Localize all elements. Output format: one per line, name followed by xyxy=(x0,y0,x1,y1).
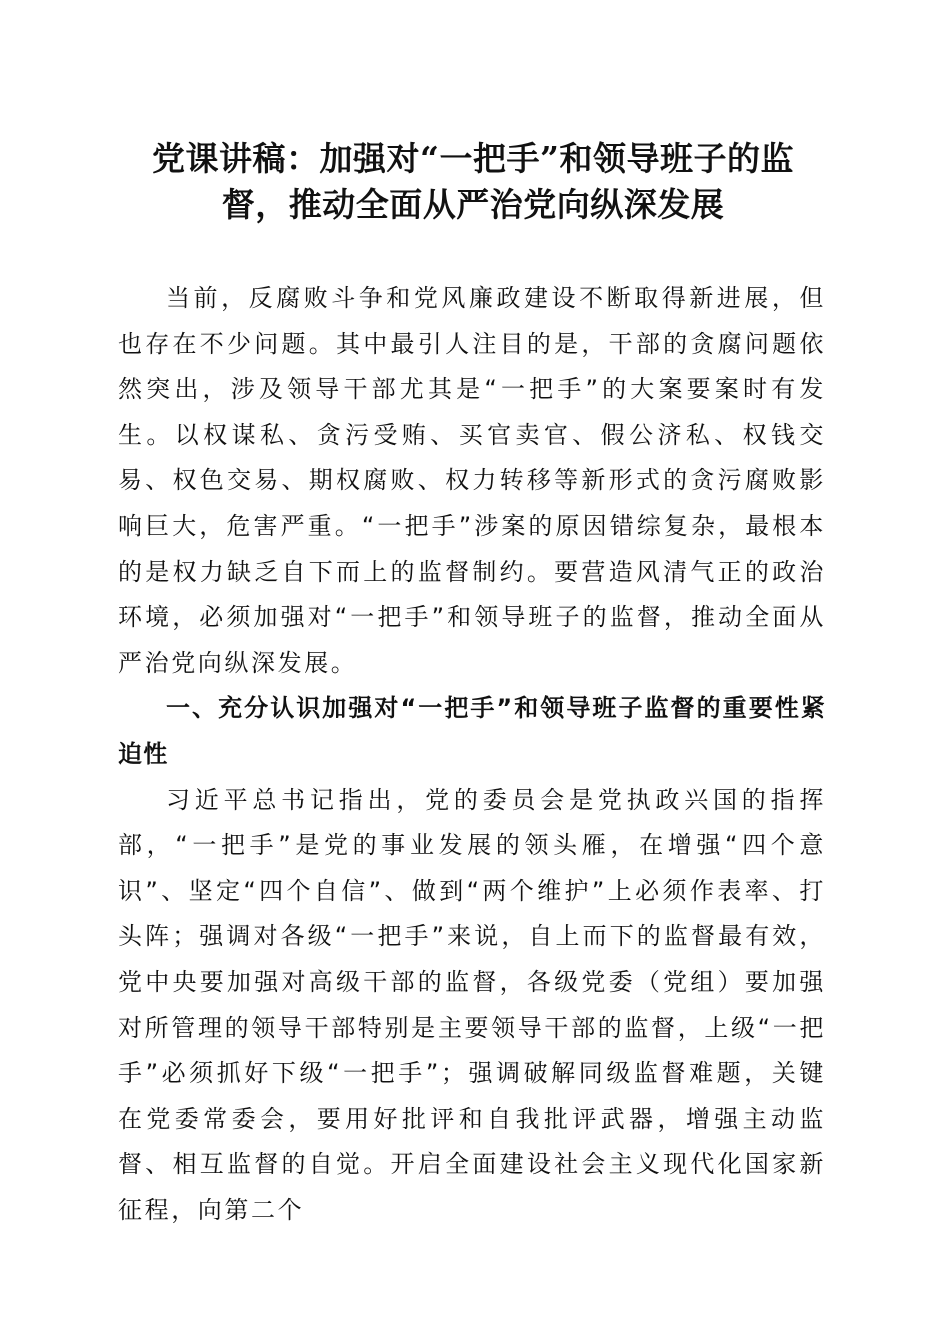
body-paragraph-2: 习近平总书记指出，党的委员会是党执政兴国的指挥部，“一把手”是党的事业发展的领头雁，在增强“四个意识”、坚定“四个自信”、做到“两个维护”上必须作表率、打头阵；强调对各级“一把手”来说，自上而下的监督最有效，党中央要加强对高级干部的监督，各级党委（党组）要加强对所管理的领导干部特别是主要领导干部的监督，上级“一把手”必须抓好下级“一把手”；强调破解同级监督难题，关键在党委常委会，要用好批评和自我批评武器，增强主动监督、相互监督的自觉。开启全面建设社会主义现代化国家新征程，向第二个 xyxy=(118,785,826,1224)
title-line-1: 党课讲稿：加强对“一把手”和领导班子的监 xyxy=(152,139,794,178)
document-title xyxy=(118,136,828,228)
intro-paragraph: 当前，反腐败斗争和党风廉政建设不断取得新进展，但也存在不少问题。其中最引人注目的是，干部的贪腐问题依然突出，涉及领导干部尤其是“一把手”的大案要案时有发生。以权谋私、贪污受贿、买官卖官、假公济私、权钱交易、权色交易、期权腐败、权力转移等新形式的贪污腐败影响巨大，危害严重。“一把手”涉案的原因错综复杂，最根本的是权力缺乏自下而上的监督制约。要营造风清气正的政治环境，必须加强对“一把手”和领导班子的监督，推动全面从严治党向纵深发展。 xyxy=(118,284,826,677)
title-line-2: 督，推动全面从严治党向纵深发展 xyxy=(221,185,725,224)
document-body xyxy=(118,276,826,1233)
section-heading-1: 一、充分认识加强对“一把手”和领导班子监督的重要性紧迫性 xyxy=(118,694,826,768)
